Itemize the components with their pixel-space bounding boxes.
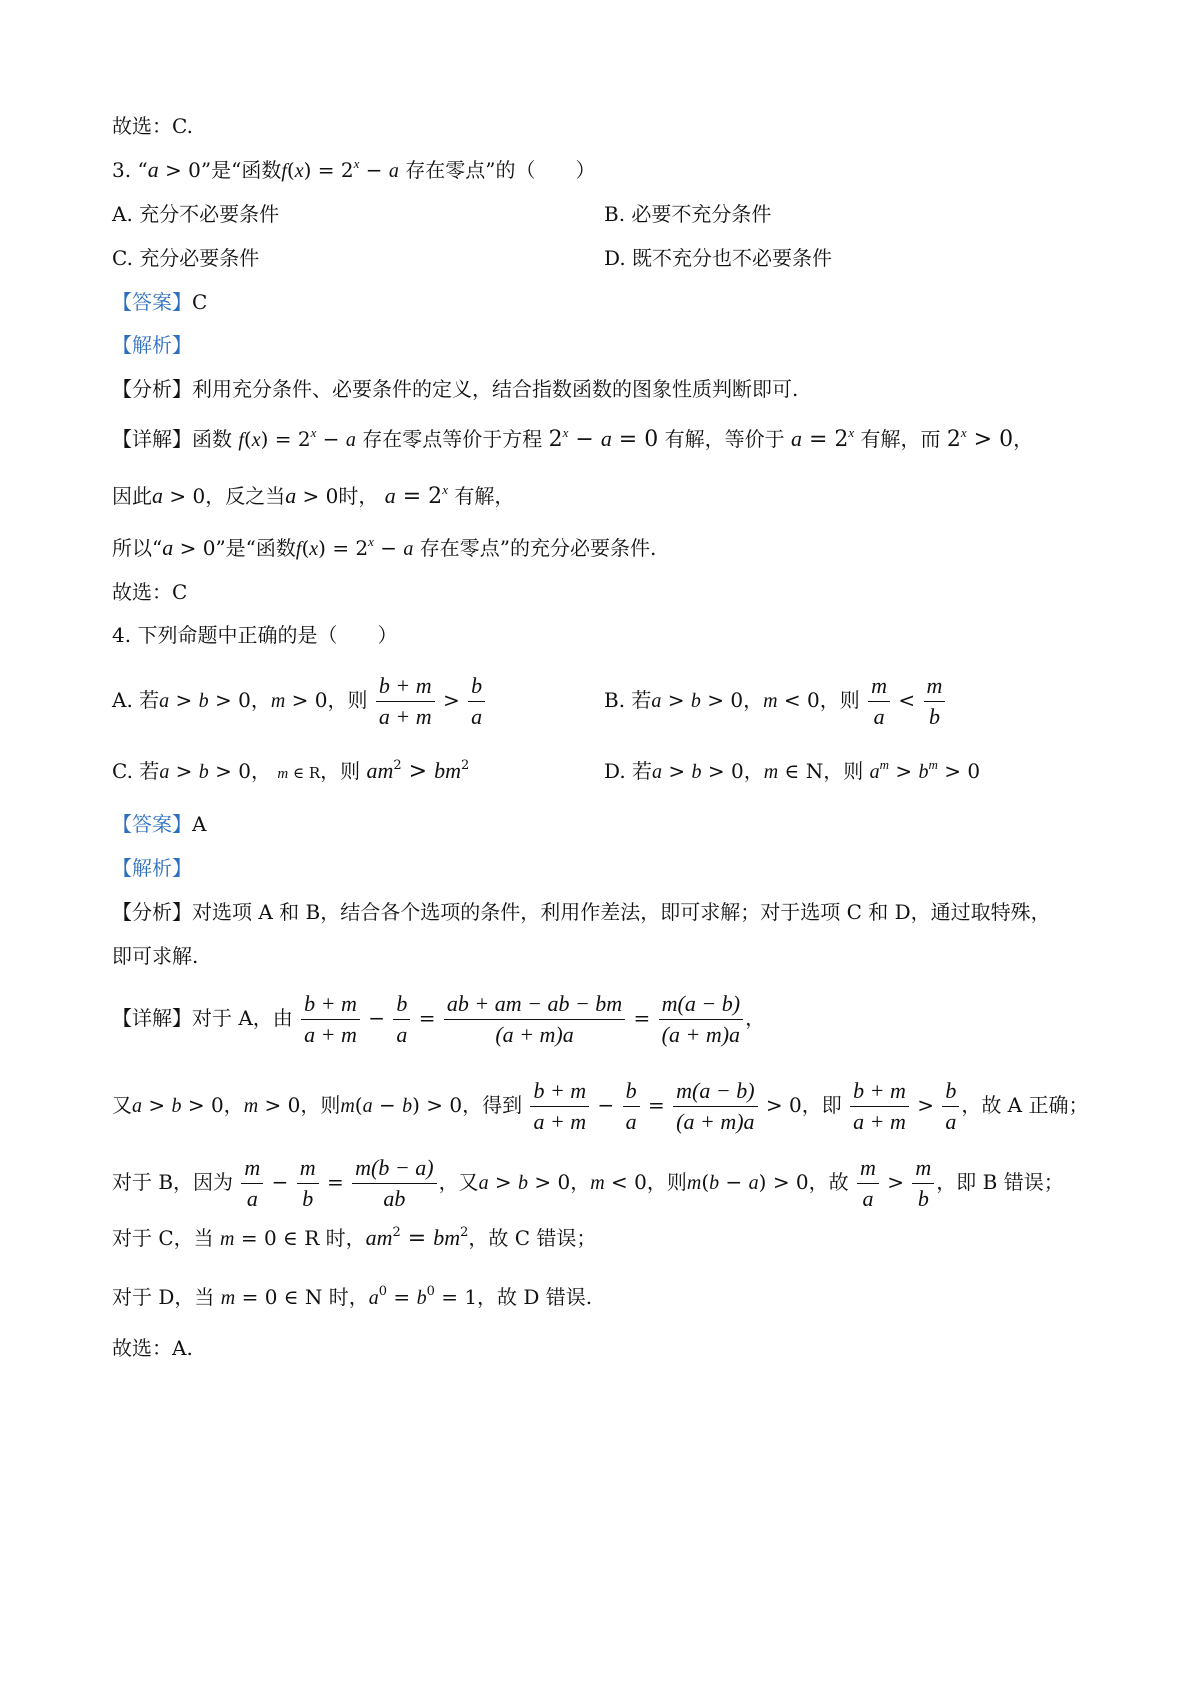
q4-option-b: B. 若a > b > 0，m < 0，则 $\frac{m}{a}$ < $\frac{m}{b}$	[604, 668, 947, 733]
q3-conclusion: 故选：C	[112, 580, 188, 604]
q3-detail-line1: 【详解】函数 $f(x) = 2^x - a$ 存在零点等价于方程 $2^x - a = 0$ 有解，等价于 $a = 2^x$ 有解，而 $2^x > 0$，	[112, 425, 1034, 452]
q4-option-a: A. 若a > b > 0，m > 0，则 $\frac{b + m}{a + m}$ > $\frac{b}{a}$	[112, 668, 487, 733]
frac-bm-over-am: $\frac{b + m}{a + m}$	[376, 671, 435, 732]
frac-m-over-a: $\frac{m}{a}$	[868, 671, 890, 732]
q4-fenxi-line2: 即可求解.	[112, 944, 199, 968]
q3-option-b: B. 必要不充分条件	[604, 202, 772, 226]
frac-b-over-a: $\frac{b}{a}$	[468, 671, 485, 732]
q3-option-a: A. 充分不必要条件	[112, 202, 280, 226]
q3-analysis-tag: 【解析】	[112, 333, 192, 357]
q4-fenxi-line1: 【分析】对选项 A 和 B，结合各个选项的条件，利用作差法，即可求解；对于选项 C 和 D，通过取特殊，	[112, 900, 1051, 924]
q3-stem: 3. “a > 0”是“函数$f(x) = 2^x - a$ 存在零点”的（ ）	[112, 156, 596, 182]
q2-conclusion: 故选：C.	[112, 114, 193, 138]
q4-detail-b: 对于 B，因为 $\frac{m}{a}$ − $\frac{m}{b}$ = $\frac{m(b - a)}{ab}$ ，又a > b > 0，m < 0，则m(b − a) > 0，故 $\frac{m}{a}$ > $\frac{m}{b}$ ，即 B 错误；	[112, 1155, 1064, 1211]
q4-option-c: C. 若a > b > 0， m ∈ R，则 $am^2 > bm^2$	[112, 758, 470, 784]
q4-option-d: D. 若a > b > 0，m ∈ N，则 $a^m > b^m > 0$	[604, 757, 981, 783]
q3-detail-line3: 所以“a > 0”是“函数$f(x) = 2^x - a$ 存在零点”的充分必要条件.	[112, 534, 657, 560]
q3-option-c: C. 充分必要条件	[112, 246, 260, 270]
q4-detail-d: 对于 D，当 m = 0 ∈ N 时，$a^0 = b^0 = 1$，故 D 错误.	[112, 1284, 593, 1309]
q4-conclusion: 故选：A.	[112, 1336, 193, 1360]
q3-option-d: D. 既不充分也不必要条件	[604, 246, 833, 270]
frac-m-over-b: $\frac{m}{b}$	[924, 671, 946, 732]
q3-fenxi: 【分析】利用充分条件、必要条件的定义，结合指数函数的图象性质判断即可.	[112, 377, 799, 401]
q4-stem: 4. 下列命题中正确的是（ ）	[112, 623, 398, 647]
q4-detail-a2: 又a > b > 0，m > 0，则m(a − b) > 0，得到 $\frac{b + m}{a + m}$ − $\frac{b}{a}$ = $\frac{m(a - b)}{(a + m)a}$ > 0，即 $\frac{b + m}{a + m}$ > $\frac{b}{a}$ ，故 A 正确；	[112, 1078, 1089, 1134]
q4-detail-a1: 【详解】对于 A，由 $\frac{b + m}{a + m}$ − $\frac{b}{a}$ = $\frac{ab + am - ab - bm}{(a + m)a}$ = $\frac{m(a - b)}{(a + m)a}$ ，	[112, 991, 766, 1047]
q4-detail-c: 对于 C，当 m = 0 ∈ R 时，$am^2 = bm^2$，故 C 错误；	[112, 1225, 597, 1251]
q3-detail-line2: 因此a > 0，反之当a > 0时， $a = 2^x$ 有解，	[112, 482, 515, 509]
q3-answer: 【答案】C	[112, 290, 208, 314]
q4-answer: 【答案】A	[112, 812, 207, 836]
q4-analysis-tag: 【解析】	[112, 856, 192, 880]
